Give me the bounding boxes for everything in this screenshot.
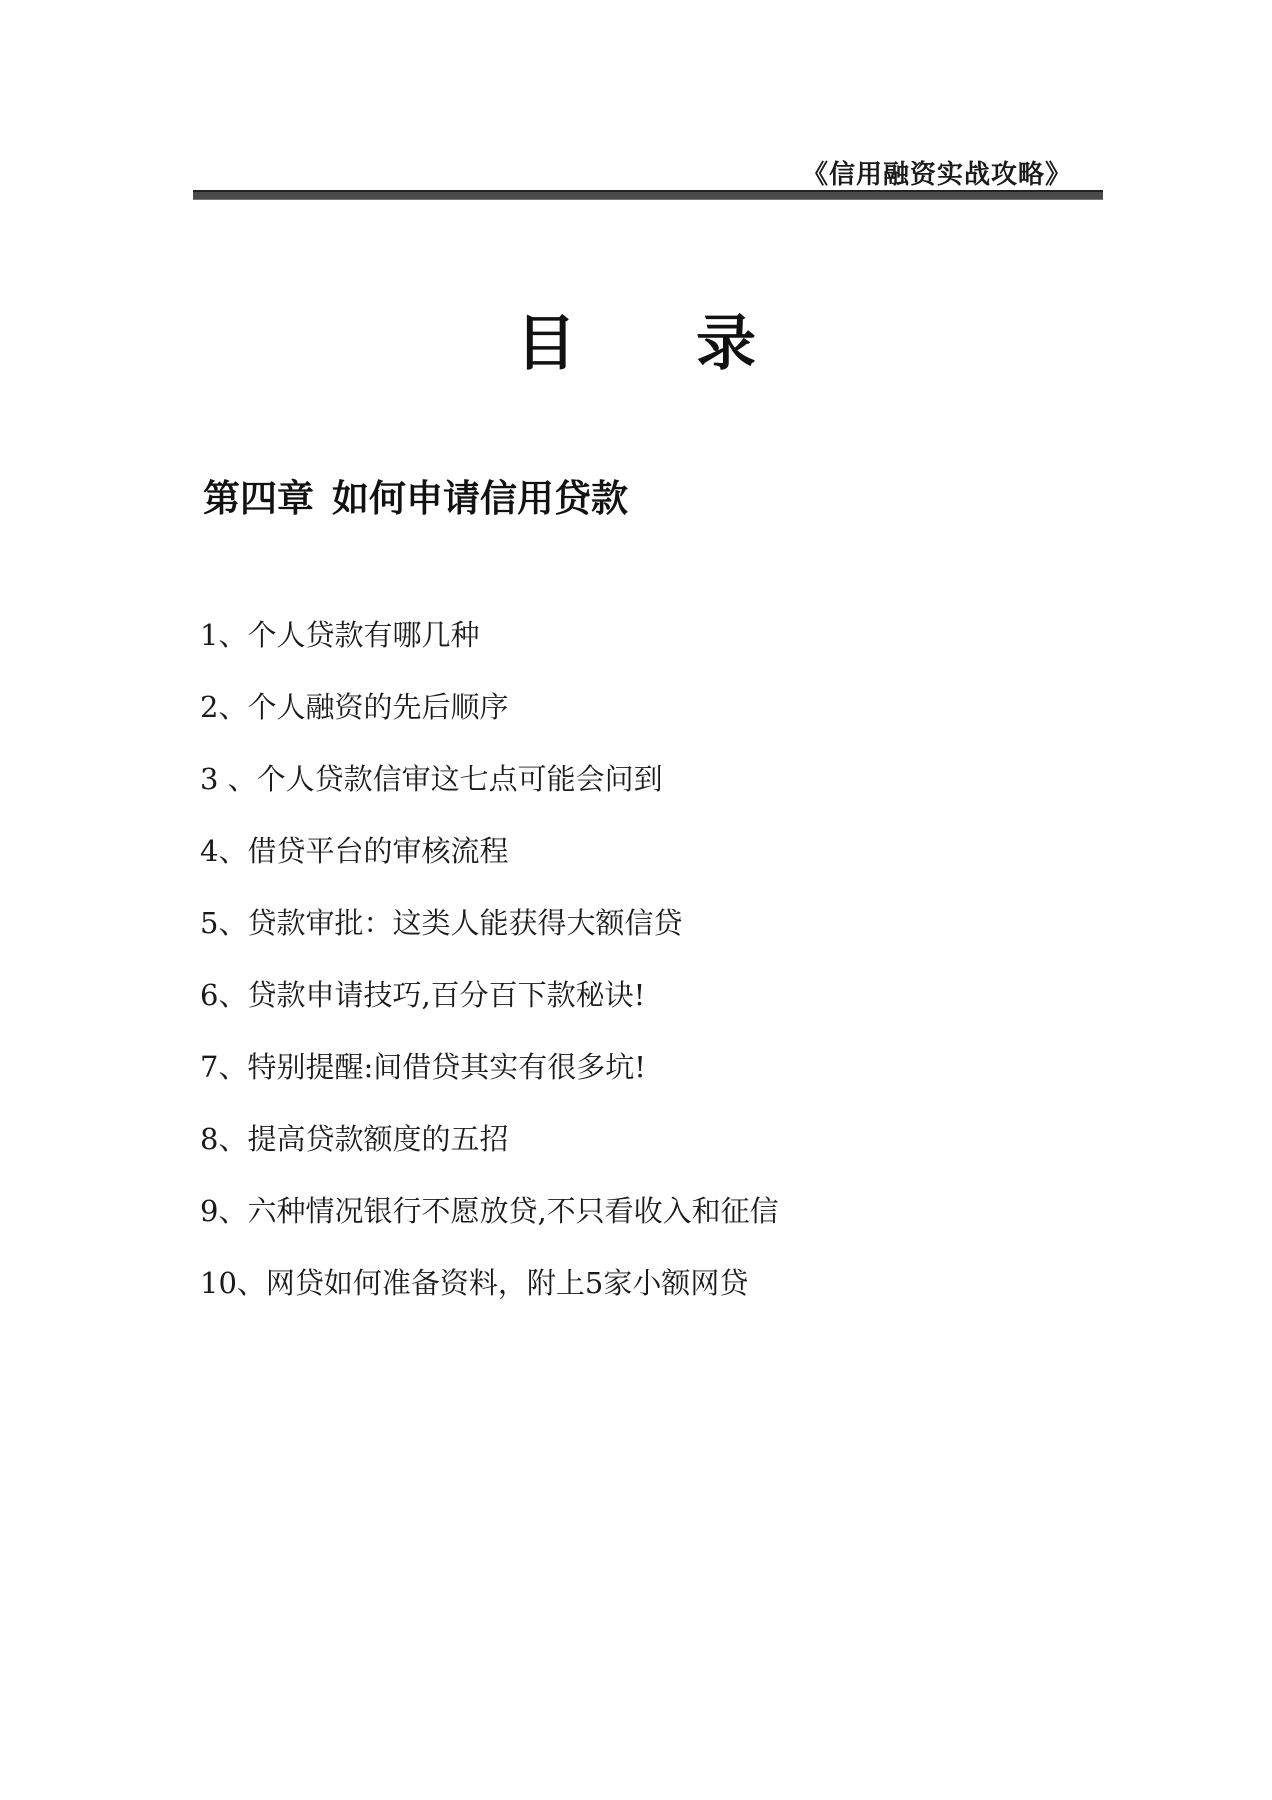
toc-title-char-1: 目 <box>516 309 576 379</box>
toc-item: 4、借贷平台的审核流程 <box>200 834 509 868</box>
chapter-title: 如何申请信用贷款 <box>332 477 628 520</box>
toc-title-char-2: 录 <box>696 309 756 379</box>
toc-item: 7、特别提醒:间借贷其实有很多坑! <box>200 1050 646 1084</box>
toc-item: 5、贷款审批：这类人能获得大额信贷 <box>200 906 683 940</box>
toc-item: 1、个人贷款有哪几种 <box>200 618 480 652</box>
toc-item: 2、个人融资的先后顺序 <box>200 690 509 724</box>
toc-item: 3 、个人贷款信审这七点可能会问到 <box>200 762 663 796</box>
toc-item: 6、贷款申请技巧,百分百下款秘诀! <box>200 978 646 1012</box>
chapter-number: 第四章 <box>203 477 314 520</box>
header-rule <box>193 190 1103 200</box>
toc-list <box>200 612 1100 1332</box>
chapter-heading <box>203 468 628 522</box>
toc-item: 9、六种情况银行不愿放贷,不只看收入和征信 <box>200 1194 779 1228</box>
toc-item: 10、网贷如何准备资料，附上5家小额网贷 <box>200 1266 749 1300</box>
toc-item: 8、提高贷款额度的五招 <box>200 1122 509 1156</box>
toc-title <box>0 296 1272 382</box>
running-header-title: 《信用融资实战攻略》 <box>801 160 1072 190</box>
